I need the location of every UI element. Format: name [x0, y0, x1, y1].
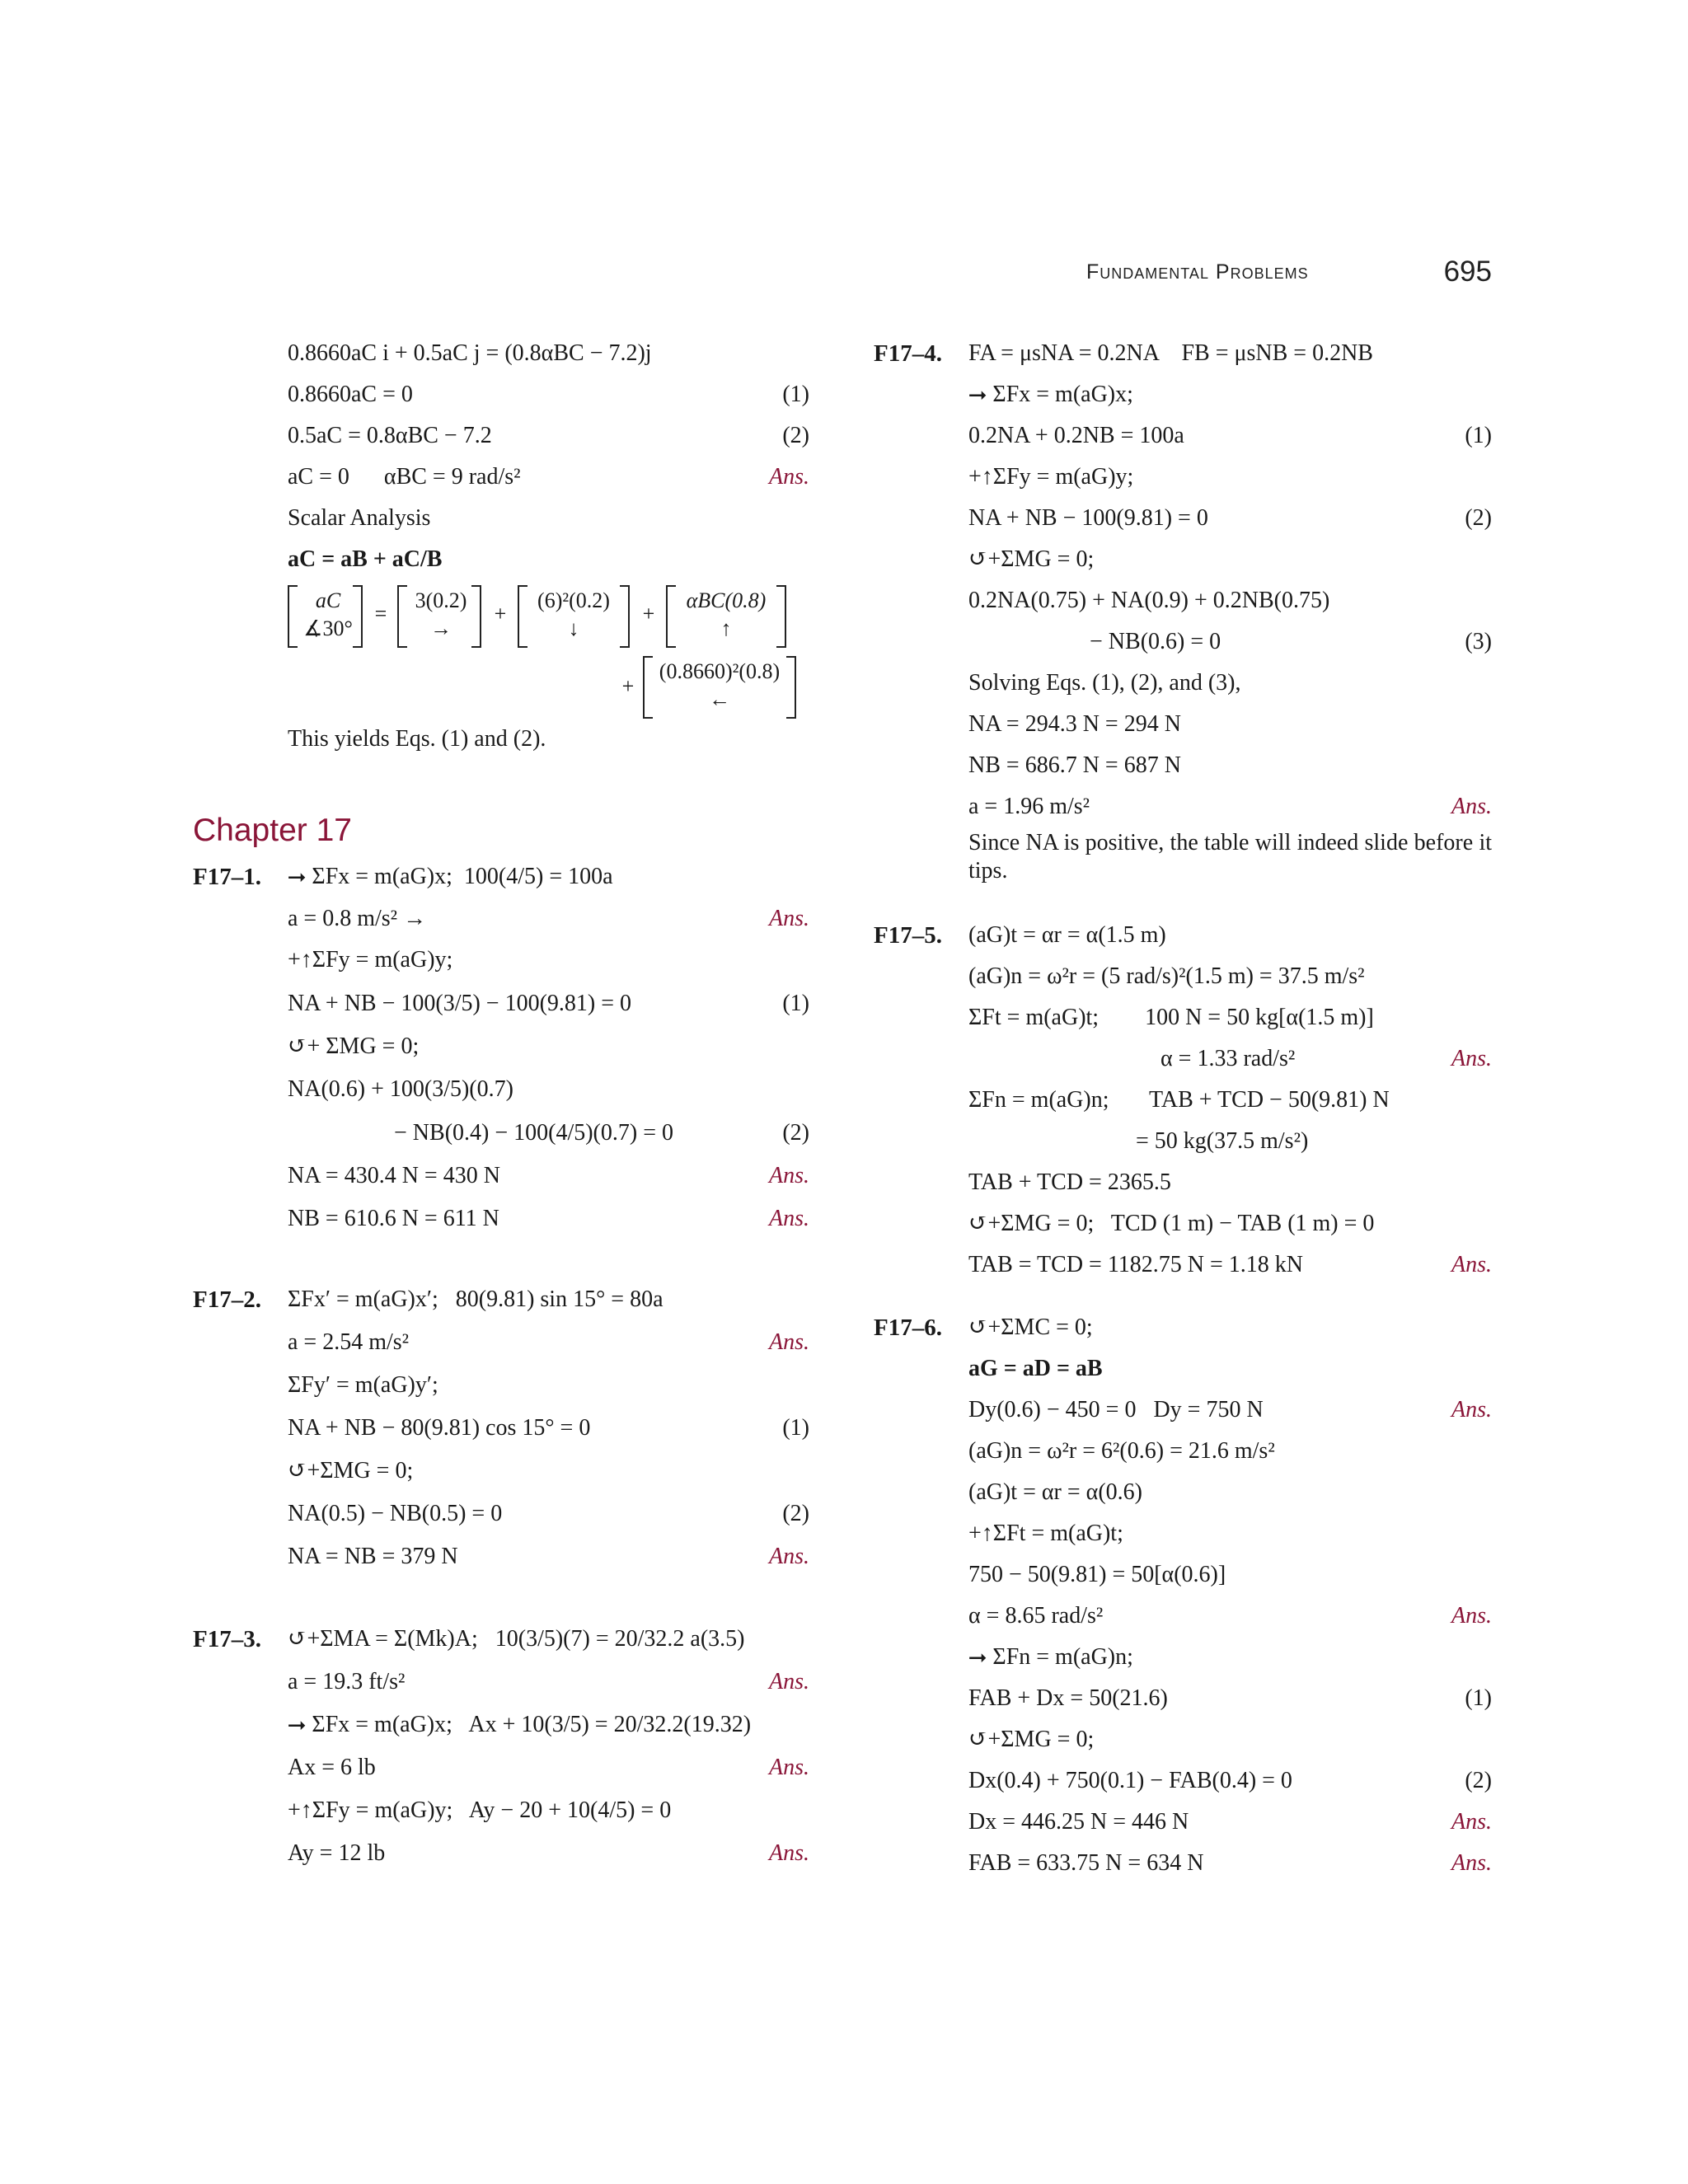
equation-line: ↺+ΣMA = Σ(Mk)A; 10(3/5)(7) = 20/32.2 a(3.5) [288, 1626, 745, 1652]
equation-line: ⭢ ΣFx = m(aG)x; [968, 382, 1133, 407]
section-heading: Scalar Analysis [288, 505, 431, 531]
equation-line: ↺+ΣMG = 0; [288, 1458, 414, 1483]
equation-line: a = 19.3 ft/s² [288, 1669, 406, 1694]
equation-line: FAB + Dx = 50(21.6) [968, 1685, 1168, 1711]
answer-marker: Ans. [769, 1329, 809, 1355]
equation-line: TAB = TCD = 1182.75 N = 1.18 kN [968, 1252, 1304, 1277]
answer-marker: Ans. [1451, 1397, 1492, 1422]
equation-number: (1) [782, 382, 809, 407]
problem-label: F17–5. [874, 922, 942, 949]
equation-line: FA = μsNA = 0.2NA FB = μsNB = 0.2NB [968, 340, 1373, 366]
problem-label: F17–3. [193, 1626, 261, 1652]
plus-sign: + [494, 602, 507, 626]
equation-line: (aG)n = ω²r = (5 rad/s)²(1.5 m) = 37.5 m/s² [968, 963, 1365, 989]
equation-line: α = 8.65 rad/s² [968, 1603, 1104, 1629]
text-line: This yields Eqs. (1) and (2). [288, 726, 546, 752]
equation-number: (1) [1465, 1685, 1492, 1711]
equation-line: NB = 686.7 N = 687 N [968, 752, 1181, 778]
equation-line: FAB = 633.75 N = 634 N [968, 1850, 1204, 1876]
equation-number: (2) [782, 1501, 809, 1526]
equation-line: Ay = 12 lb [288, 1840, 386, 1866]
equation-line: a = 0.8 m/s² → [288, 906, 427, 931]
equation-line: NA(0.5) − NB(0.5) = 0 [288, 1501, 503, 1526]
bracket-right [786, 656, 796, 719]
equation-line: 0.8660aC i + 0.5aC j = (0.8αBC − 7.2)j [288, 340, 652, 366]
answer-marker: Ans. [769, 1755, 809, 1780]
equation-number: (2) [782, 423, 809, 448]
page-number: 695 [1443, 255, 1492, 288]
bracket-right [776, 585, 786, 648]
equation-line: = 50 kg(37.5 m/s²) [1136, 1128, 1309, 1154]
equation-line: 0.8660aC = 0 [288, 382, 413, 407]
equation-line: a = 2.54 m/s² [288, 1329, 410, 1355]
equation-line: ⭢ ΣFn = m(aG)n; [968, 1644, 1133, 1670]
answer-marker: Ans. [1451, 1603, 1492, 1629]
answer-marker: Ans. [1451, 1809, 1492, 1835]
bracket-right [353, 585, 363, 648]
equation-line: Dx = 446.25 N = 446 N [968, 1809, 1189, 1835]
chapter-title: Chapter 17 [193, 813, 352, 848]
vector-term-top: (6)²(0.2) [537, 588, 610, 612]
problem-label: F17–2. [193, 1286, 261, 1313]
equation-line: +↑ΣFt = m(aG)t; [968, 1521, 1123, 1546]
equation-line: +↑ΣFy = m(aG)y; Ay − 20 + 10(4/5) = 0 [288, 1797, 672, 1823]
equation-line: ↺+ ΣMG = 0; [288, 1033, 420, 1059]
text-line: Solving Eqs. (1), (2), and (3), [968, 670, 1241, 696]
equation-line: Ax = 6 lb [288, 1755, 376, 1780]
equation-line: NA = NB = 379 N [288, 1544, 458, 1569]
answer-marker: Ans. [769, 906, 809, 931]
equation-number: (3) [1465, 629, 1492, 654]
equation-line: TAB + TCD = 2365.5 [968, 1169, 1171, 1195]
vector-term-direction: ↓ [568, 616, 579, 640]
equation-line: (aG)n = ω²r = 6²(0.6) = 21.6 m/s² [968, 1438, 1275, 1464]
equation-line: aC = 0 αBC = 9 rad/s² [288, 464, 521, 490]
vector-term-top: 3(0.2) [415, 588, 467, 612]
equation-line: ⭢ ΣFx = m(aG)x; 100(4/5) = 100a [288, 864, 613, 889]
equation-line: 750 − 50(9.81) = 50[α(0.6)] [968, 1562, 1226, 1587]
equation-line: ΣFy′ = m(aG)y′; [288, 1372, 438, 1398]
equation-line: NA(0.6) + 100(3/5)(0.7) [288, 1076, 513, 1102]
vector-term-direction: ↑ [720, 616, 732, 640]
equation-number: (1) [1465, 423, 1492, 448]
equation-number: (1) [782, 991, 809, 1016]
text-paragraph: Since NA is positive, the table will indeed slide before it tips. [968, 830, 1492, 883]
bracket-right [471, 585, 481, 648]
equation-line: +↑ΣFy = m(aG)y; [968, 464, 1134, 490]
equals-sign: = [374, 602, 387, 626]
equation-line: NA + NB − 100(3/5) − 100(9.81) = 0 [288, 991, 632, 1016]
equation-line: NA = 430.4 N = 430 N [288, 1163, 500, 1188]
equation-line: − NB(0.4) − 100(4/5)(0.7) = 0 [394, 1120, 673, 1146]
equation-line: − NB(0.6) = 0 [1090, 629, 1221, 654]
answer-marker: Ans. [769, 464, 809, 490]
equation-number: (1) [782, 1415, 809, 1441]
problem-label: F17–4. [874, 340, 942, 367]
equation-line: ↺+ΣMC = 0; [968, 1315, 1093, 1340]
vector-equation-diagram [280, 577, 808, 725]
problem-label: F17–6. [874, 1315, 942, 1341]
equation-line: ⭢ ΣFx = m(aG)x; Ax + 10(3/5) = 20/32.2(19.32) [288, 1712, 752, 1737]
answer-marker: Ans. [769, 1206, 809, 1231]
answer-marker: Ans. [1451, 1850, 1492, 1876]
equation-line: 0.2NA + 0.2NB = 100a [968, 423, 1184, 448]
equation-line: NA + NB − 100(9.81) = 0 [968, 505, 1208, 531]
equation-line: ↺+ΣMG = 0; [968, 1727, 1095, 1752]
vector-term-top: aC [315, 588, 341, 612]
equation-line: aC = aB + aC/B [288, 546, 443, 572]
plus-sign: + [621, 674, 635, 698]
equation-line: NA + NB − 80(9.81) cos 15° = 0 [288, 1415, 591, 1441]
equation-line: ΣFx′ = m(aG)x′; 80(9.81) sin 15° = 80a [288, 1286, 663, 1312]
bracket-right [620, 585, 630, 648]
answer-marker: Ans. [769, 1544, 809, 1569]
answer-marker: Ans. [769, 1163, 809, 1188]
answer-marker: Ans. [769, 1669, 809, 1694]
equation-line: NB = 610.6 N = 611 N [288, 1206, 499, 1231]
answer-marker: Ans. [1451, 794, 1492, 819]
equation-line: ↺+ΣMG = 0; [968, 546, 1095, 572]
equation-line: aG = aD = aB [968, 1356, 1103, 1381]
answer-marker: Ans. [1451, 1046, 1492, 1071]
running-title: Fundamental Problems [1086, 260, 1309, 284]
equation-line: NA = 294.3 N = 294 N [968, 711, 1181, 737]
equation-number: (2) [782, 1120, 809, 1146]
equation-line: α = 1.33 rad/s² [1160, 1046, 1296, 1071]
equation-line: Dy(0.6) − 450 = 0 Dy = 750 N [968, 1397, 1264, 1422]
equation-line: 0.5aC = 0.8αBC − 7.2 [288, 423, 492, 448]
plus-sign: + [642, 602, 655, 626]
equation-line: a = 1.96 m/s² [968, 794, 1090, 819]
equation-number: (2) [1465, 1768, 1492, 1793]
equation-line: (aG)t = αr = α(1.5 m) [968, 922, 1166, 948]
equation-line: ↺+ΣMG = 0; TCD (1 m) − TAB (1 m) = 0 [968, 1211, 1375, 1236]
equation-line: Dx(0.4) + 750(0.1) − FAB(0.4) = 0 [968, 1768, 1292, 1793]
equation-line: 0.2NA(0.75) + NA(0.9) + 0.2NB(0.75) [968, 588, 1330, 613]
equation-number: (2) [1465, 505, 1492, 531]
equation-line: +↑ΣFy = m(aG)y; [288, 947, 453, 972]
vector-term-direction: ∡30° [303, 616, 353, 640]
vector-term-top: (0.8660)²(0.8) [659, 659, 781, 683]
equation-line: ΣFt = m(aG)t; 100 N = 50 kg[α(1.5 m)] [968, 1005, 1374, 1030]
vector-term-top: αBC(0.8) [686, 588, 767, 612]
vector-term-direction: → [430, 616, 452, 640]
answer-marker: Ans. [1451, 1252, 1492, 1277]
problem-label: F17–1. [193, 864, 261, 890]
vector-term-direction: ← [709, 687, 730, 711]
equation-line: (aG)t = αr = α(0.6) [968, 1479, 1142, 1505]
equation-line: ΣFn = m(aG)n; TAB + TCD − 50(9.81) N [968, 1087, 1390, 1113]
answer-marker: Ans. [769, 1840, 809, 1866]
